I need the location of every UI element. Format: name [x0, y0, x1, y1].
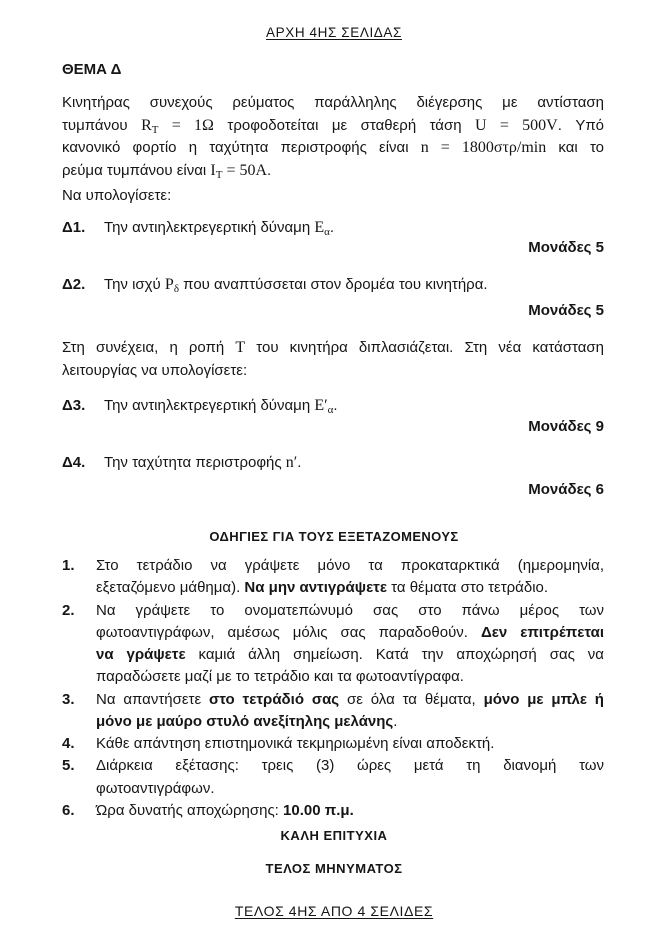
- points-d1: Μονάδες 5: [528, 239, 604, 256]
- continuation-line: λειτουργίας να υπολογίσετε:: [62, 361, 248, 379]
- theme-title: ΘΕΜΑ Δ: [62, 61, 122, 78]
- question-text: .: [329, 219, 335, 236]
- item-line: [96, 689, 604, 711]
- text-run: και το: [546, 139, 604, 156]
- bold-run: να γράψετε: [96, 646, 186, 664]
- torque-symbol: T: [235, 339, 246, 356]
- item-line: [96, 800, 604, 822]
- calculate-prompt: Να υπολογίσετε:: [62, 187, 172, 204]
- intro-paragraph: [62, 92, 604, 182]
- question-text: .: [297, 454, 302, 471]
- points-d2: Μονάδες 5: [528, 302, 604, 319]
- text-run: φωτοαντιγράφων, αμέσως μόλις σας παραδοθούν.: [96, 623, 481, 641]
- math-base: I: [210, 161, 216, 179]
- question-text: Την αντιηλεκτρεγερτική δύναμη: [104, 397, 315, 414]
- math-subscript: δ: [173, 283, 180, 295]
- math-base: E: [314, 397, 325, 414]
- text-run: σε όλα τα θέματα,: [339, 690, 484, 708]
- text-run: τροφοδοτείται με σταθερή τάση: [213, 116, 476, 134]
- end-of-message-text: ΤΕΛΟΣ ΜΗΝΥΜΑΤΟΣ: [265, 861, 403, 876]
- item-line: Στο τετράδιο να γράψετε μόνο τα προκαταρκτικά (ημερομηνία,: [96, 557, 604, 574]
- item-line: Κάθε απάντηση επιστημονικά τεκμηριωμένη είναι αποδεκτή.: [96, 735, 495, 753]
- item-number: 6.: [62, 801, 75, 819]
- question-text: Την αντιηλεκτρεγερτική δύναμη: [104, 219, 315, 236]
- page-footer: ΤΕΛΟΣ 4ΗΣ ΑΠΟ 4 ΣΕΛΙΔΕΣ: [234, 903, 434, 919]
- instruction-item: [62, 800, 604, 822]
- item-line: Να γράψετε το ονοματεπώνυμό σας στο πάνω μέρος των: [96, 601, 604, 619]
- instruction-item: [62, 755, 604, 800]
- bold-run: 10.00 π.μ.: [283, 801, 354, 819]
- math-subscript: T: [151, 123, 159, 136]
- math-subscript: T: [215, 168, 223, 181]
- item-line: Διάρκεια εξέτασης: τρεις (3) ώρες μετά τη διανομή των: [96, 757, 604, 775]
- instructions-list: [62, 555, 604, 822]
- armature-resistance-formula: [141, 117, 214, 134]
- bold-run: Δεν επιτρέπεται: [480, 623, 604, 641]
- instruction-item: [62, 600, 604, 689]
- text-run: τα θέματα στο τετράδιο.: [387, 579, 549, 597]
- page-header: ΑΡΧΗ 4ΗΣ ΣΕΛΙΔΑΣ: [266, 25, 402, 40]
- item-line: παραδώσετε μαζί με το τετράδιο και τα φωτοαντίγραφα.: [96, 668, 464, 686]
- instruction-item: [62, 733, 604, 755]
- bold-run: στο τετράδιό σας: [209, 690, 340, 708]
- math-rest: = 1Ω: [158, 116, 214, 134]
- intro-line: Κινητήρας συνεχούς ρεύματος παράλληλης διέγερσης με αντίσταση: [62, 94, 604, 111]
- math-rest: = 50A: [222, 161, 268, 179]
- text-run: του κινητήρα διπλασιάζεται. Στη νέα κατάσταση: [245, 339, 604, 356]
- text-run: Να απαντήσετε: [96, 690, 209, 708]
- continuation-line: [62, 337, 604, 360]
- points-d3: Μονάδες 9: [528, 418, 604, 435]
- math-subscript: α: [327, 404, 334, 416]
- question-label: Δ1.: [62, 219, 86, 236]
- text-run: εξεταζόμενο μάθημα).: [96, 579, 245, 597]
- question-d3: [62, 395, 604, 418]
- text-run: . Υπό: [557, 116, 605, 134]
- intro-line: [62, 160, 604, 183]
- question-text: που αναπτύσσεται στον δρομέα του κινητήρα.: [179, 276, 488, 293]
- question-label: Δ2.: [62, 276, 86, 293]
- text-run: τυμπάνου: [62, 116, 142, 134]
- math-base: E: [314, 219, 325, 236]
- question-text: Την ισχύ: [104, 276, 165, 293]
- item-line: [96, 644, 604, 666]
- question-math: [314, 219, 330, 236]
- item-number: 2.: [62, 601, 75, 619]
- item-line: [96, 711, 604, 733]
- text-run: Στη συνέχεια, η ροπή: [62, 339, 236, 356]
- question-label: Δ3.: [62, 397, 86, 414]
- item-line: [96, 577, 604, 599]
- math-base: R: [141, 116, 152, 134]
- math-base: P: [164, 276, 174, 293]
- armature-current-formula: [210, 162, 267, 179]
- question-math: [314, 397, 333, 414]
- item-line: φωτοαντιγράφων.: [96, 779, 215, 797]
- instruction-item: [62, 555, 604, 600]
- bold-run: μόνο με μπλε ή: [483, 690, 604, 708]
- intro-line: [62, 115, 604, 138]
- intro-line: [62, 137, 604, 160]
- item-number: 5.: [62, 757, 75, 775]
- question-d4: [62, 452, 604, 475]
- continuation-paragraph: [62, 337, 604, 382]
- item-number: 1.: [62, 557, 75, 574]
- speed-formula: n = 1800στρ/min: [420, 139, 547, 156]
- text-run: .: [267, 161, 272, 179]
- question-math: [165, 276, 179, 293]
- instruction-item: [62, 689, 604, 734]
- question-math: [286, 454, 298, 471]
- math-prime: ′: [293, 454, 298, 471]
- question-text: Την ταχύτητα περιστροφής: [104, 454, 286, 471]
- math-subscript: α: [324, 226, 330, 238]
- text-run: ρεύμα τυμπάνου είναι: [62, 161, 211, 179]
- question-text: .: [333, 397, 338, 414]
- item-number: 4.: [62, 735, 75, 753]
- bold-run: Να μην αντιγράψετε: [244, 579, 387, 597]
- instructions-heading: ΟΔΗΓΙΕΣ ΓΙΑ ΤΟΥΣ ΕΞΕΤΑΖΟΜΕΝΟΥΣ: [209, 529, 459, 544]
- question-d2: [62, 274, 604, 297]
- bold-run: μόνο με μαύρο στυλό ανεξίτηλης μελάνης: [96, 712, 394, 730]
- item-number: 3.: [62, 690, 75, 708]
- math-prime: ′: [324, 397, 328, 414]
- item-line: [96, 622, 604, 644]
- text-run: κανονικό φορτίο η ταχύτητα περιστροφής είναι: [62, 139, 421, 156]
- text-run: καμιά άλλη σημείωση. Κατά την αποχώρησή σας να: [185, 646, 604, 664]
- good-luck-text: ΚΑΛΗ ΕΠΙΤΥΧΙΑ: [280, 828, 388, 843]
- voltage-formula: U = 500V: [475, 116, 558, 134]
- points-d4: Μονάδες 6: [528, 481, 604, 498]
- text-run: .: [393, 712, 398, 730]
- math-base: n: [285, 454, 294, 471]
- text-run: Ώρα δυνατής αποχώρησης:: [96, 801, 284, 819]
- question-label: Δ4.: [62, 454, 86, 471]
